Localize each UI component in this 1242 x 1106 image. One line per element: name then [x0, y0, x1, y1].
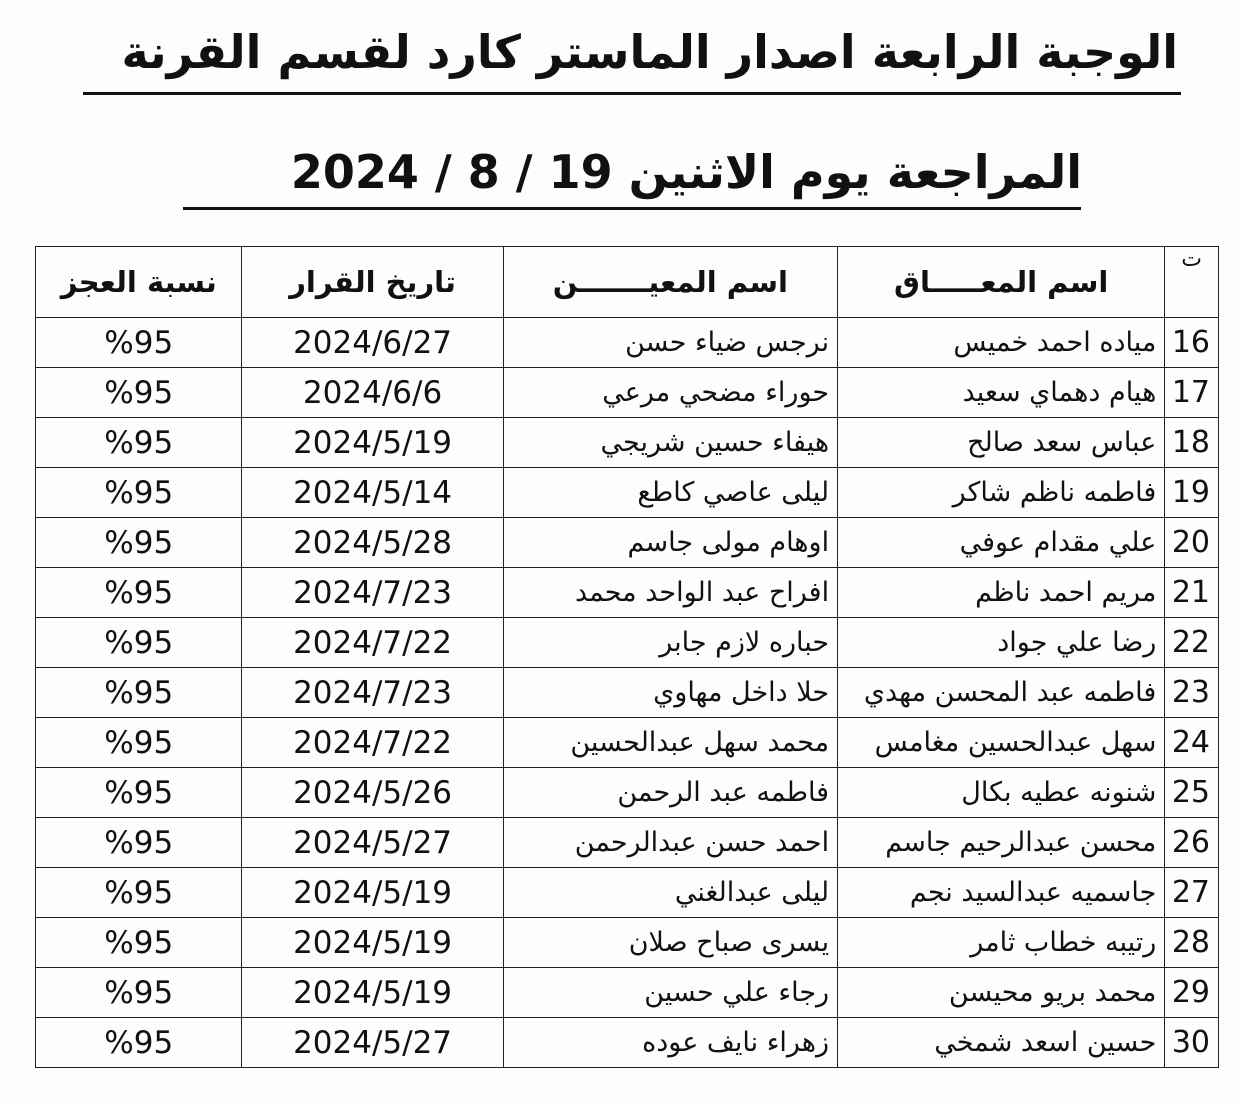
cell-caregiver-name: فاطمه عبد الرحمن [503, 768, 837, 818]
beneficiaries-table [35, 246, 1219, 1068]
cell-caregiver-name: ليلى عاصي كاطع [503, 468, 837, 518]
cell-disability-rate: %95 [36, 318, 242, 368]
table-row [36, 668, 1219, 718]
cell-disabled-name: هيام دهماي سعيد [838, 368, 1165, 418]
table-row [36, 918, 1219, 968]
table-row [36, 318, 1219, 368]
cell-disabled-name: علي مقدام عوفي [838, 518, 1165, 568]
cell-disabled-name: حسين اسعد شمخي [838, 1018, 1165, 1068]
cell-decision-date: 2024/7/22 [242, 718, 503, 768]
cell-decision-date: 2024/6/27 [242, 318, 503, 368]
cell-disabled-name: سهل عبدالحسين مغامس [838, 718, 1165, 768]
cell-disability-rate: %95 [36, 518, 242, 568]
table-row [36, 718, 1219, 768]
cell-disabled-name: رتيبه خطاب ثامر [838, 918, 1165, 968]
cell-disabled-name: جاسميه عبدالسيد نجم [838, 868, 1165, 918]
cell-decision-date: 2024/5/28 [242, 518, 503, 568]
cell-number: 19 [1165, 468, 1219, 518]
cell-number: 21 [1165, 568, 1219, 618]
page-title: الوجبة الرابعة اصدار الماستر كارد لقسم القرنة [121, 25, 1178, 79]
cell-decision-date: 2024/5/19 [242, 868, 503, 918]
table-row [36, 468, 1219, 518]
column-header-caregiver-name: اسم المعيـــــــن [503, 247, 837, 318]
cell-number: 29 [1165, 968, 1219, 1018]
cell-number: 22 [1165, 618, 1219, 668]
cell-disabled-name: محسن عبدالرحيم جاسم [838, 818, 1165, 868]
cell-caregiver-name: نرجس ضياء حسن [503, 318, 837, 368]
table-row [36, 818, 1219, 868]
cell-disability-rate: %95 [36, 918, 242, 968]
column-header-disability-rate: نسبة العجز [36, 247, 242, 318]
cell-disabled-name: عباس سعد صالح [838, 418, 1165, 468]
cell-disabled-name: فاطمه ناظم شاكر [838, 468, 1165, 518]
cell-number: 30 [1165, 1018, 1219, 1068]
cell-number: 24 [1165, 718, 1219, 768]
table-row [36, 368, 1219, 418]
cell-decision-date: 2024/7/23 [242, 668, 503, 718]
cell-decision-date: 2024/5/26 [242, 768, 503, 818]
table-row [36, 868, 1219, 918]
cell-disabled-name: محمد بريو محيسن [838, 968, 1165, 1018]
cell-decision-date: 2024/5/14 [242, 468, 503, 518]
cell-caregiver-name: هيفاء حسين شريجي [503, 418, 837, 468]
cell-number: 17 [1165, 368, 1219, 418]
cell-caregiver-name: حوراء مضحي مرعي [503, 368, 837, 418]
cell-disabled-name: شنونه عطيه بكال [838, 768, 1165, 818]
cell-disabled-name: رضا علي جواد [838, 618, 1165, 668]
cell-disability-rate: %95 [36, 718, 242, 768]
cell-decision-date: 2024/6/6 [242, 368, 503, 418]
cell-caregiver-name: احمد حسن عبدالرحمن [503, 818, 837, 868]
cell-disability-rate: %95 [36, 968, 242, 1018]
cell-caregiver-name: اوهام مولى جاسم [503, 518, 837, 568]
table-row [36, 568, 1219, 618]
cell-number: 25 [1165, 768, 1219, 818]
cell-disability-rate: %95 [36, 668, 242, 718]
cell-caregiver-name: افراح عبد الواحد محمد [503, 568, 837, 618]
cell-number: 23 [1165, 668, 1219, 718]
column-header-disabled-name: اسم المعـــــاق [838, 247, 1165, 318]
cell-caregiver-name: حلا داخل مهاوي [503, 668, 837, 718]
column-header-decision-date: تاريخ القرار [242, 247, 503, 318]
cell-decision-date: 2024/5/19 [242, 968, 503, 1018]
cell-decision-date: 2024/5/19 [242, 918, 503, 968]
cell-disability-rate: %95 [36, 568, 242, 618]
cell-number: 20 [1165, 518, 1219, 568]
cell-caregiver-name: يسرى صباح صلان [503, 918, 837, 968]
table-row [36, 418, 1219, 468]
table-row [36, 618, 1219, 668]
cell-caregiver-name: زهراء نايف عوده [503, 1018, 837, 1068]
cell-disability-rate: %95 [36, 468, 242, 518]
cell-disability-rate: %95 [36, 368, 242, 418]
table-row [36, 1018, 1219, 1068]
review-date-heading: المراجعة يوم الاثنين 19 / 8 / 2024 [290, 145, 1082, 199]
column-header-number: ت [1165, 247, 1219, 318]
cell-caregiver-name: رجاء علي حسين [503, 968, 837, 1018]
cell-number: 28 [1165, 918, 1219, 968]
cell-decision-date: 2024/5/27 [242, 818, 503, 868]
title-underline [83, 92, 1181, 95]
subtitle-underline [183, 207, 1081, 210]
cell-disability-rate: %95 [36, 418, 242, 468]
cell-disabled-name: فاطمه عبد المحسن مهدي [838, 668, 1165, 718]
cell-decision-date: 2024/7/22 [242, 618, 503, 668]
cell-number: 26 [1165, 818, 1219, 868]
cell-number: 16 [1165, 318, 1219, 368]
cell-disability-rate: %95 [36, 768, 242, 818]
cell-number: 18 [1165, 418, 1219, 468]
cell-caregiver-name: حباره لازم جابر [503, 618, 837, 668]
cell-disability-rate: %95 [36, 818, 242, 868]
cell-caregiver-name: ليلى عبدالغني [503, 868, 837, 918]
cell-disabled-name: مريم احمد ناظم [838, 568, 1165, 618]
table-header-row [36, 247, 1219, 318]
cell-decision-date: 2024/5/19 [242, 418, 503, 468]
cell-disabled-name: مياده احمد خميس [838, 318, 1165, 368]
cell-caregiver-name: محمد سهل عبدالحسين [503, 718, 837, 768]
table-row [36, 768, 1219, 818]
table-row [36, 968, 1219, 1018]
cell-disability-rate: %95 [36, 618, 242, 668]
cell-disability-rate: %95 [36, 868, 242, 918]
cell-number: 27 [1165, 868, 1219, 918]
cell-disability-rate: %95 [36, 1018, 242, 1068]
cell-decision-date: 2024/7/23 [242, 568, 503, 618]
cell-decision-date: 2024/5/27 [242, 1018, 503, 1068]
table-row [36, 518, 1219, 568]
